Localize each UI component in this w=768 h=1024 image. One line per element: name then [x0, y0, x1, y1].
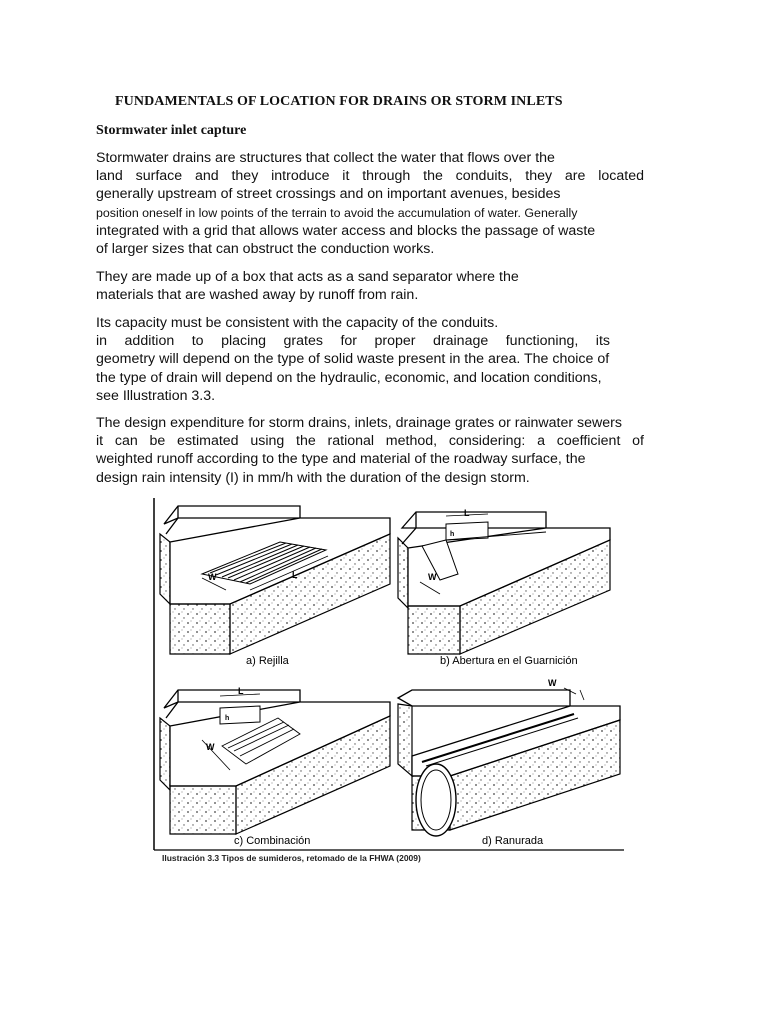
paragraph-line: The design expenditure for storm drains, inlets, drainage grates or rainwater sewers — [96, 415, 622, 431]
paragraph-line: materials that are washed away by runoff from rain. — [96, 287, 419, 304]
dim-label: h — [450, 531, 455, 538]
paragraph-line: Its capacity must be consistent with the capacity of the conduits. — [96, 315, 499, 331]
paragraph-line: of larger sizes that can obstruct the conduction works. — [96, 240, 435, 257]
dim-label: h — [225, 715, 230, 722]
panel-label: d) Ranurada — [482, 835, 544, 847]
paragraph-line: They are made up of a box that acts as a sand separator where the — [96, 269, 519, 285]
panel-grate — [160, 506, 390, 667]
paragraph-line: design rain intensity (I) in mm/h with the duration of the design storm. — [96, 469, 530, 486]
paragraph-line: it can be estimated using the rational method, considering: a coefficient of — [96, 433, 644, 450]
storm-inlet-illustration — [150, 494, 630, 874]
paragraph-line: geometry will depend on the type of solid waste present in the area. The choice of — [96, 351, 610, 368]
paragraph-line: land surface and they introduce it through the conduits, they are located — [96, 168, 644, 185]
paragraph-3 — [96, 314, 644, 405]
panel-label: c) Combinación — [234, 835, 311, 847]
panel-slotted — [398, 678, 620, 847]
dim-label: L — [292, 570, 298, 580]
paragraph-1 — [96, 149, 644, 258]
document-title: FUNDAMENTALS OF LOCATION FOR DRAINS OR STORM INLETS — [115, 94, 563, 109]
dim-label: W — [208, 572, 217, 582]
dim-label: W — [428, 572, 437, 582]
paragraph-line: weighted runoff according to the type and material of the roadway surface, the — [96, 451, 586, 468]
paragraph-line: integrated with a grid that allows water access and blocks the passage of waste — [96, 222, 596, 239]
paragraph-line: Stormwater drains are structures that collect the water that flows over the — [96, 150, 555, 166]
dim-label: W — [548, 678, 557, 688]
panel-label: a) Rejilla — [246, 655, 289, 667]
paragraph-line: the type of drain will depend on the hydraulic, economic, and location conditions, — [96, 369, 602, 386]
paragraph-2 — [96, 268, 644, 304]
dim-label: W — [206, 742, 215, 752]
paragraph-line: position oneself in low points of the terrain to avoid the accumulation of water. Generally — [96, 205, 578, 220]
section-subtitle: Stormwater inlet capture — [96, 123, 247, 138]
paragraph-line: generally upstream of street crossings and on important avenues, besides — [96, 186, 561, 203]
paragraph-line: in addition to placing grates for proper drainage functioning, its — [96, 333, 610, 350]
dim-label: L — [238, 686, 244, 696]
figure-caption: Ilustración 3.3 Tipos de sumideros, retomado de la FHWA (2009) — [162, 853, 421, 863]
panel-curb-opening — [398, 508, 610, 667]
dim-label: L — [464, 508, 470, 518]
paragraph-4 — [96, 414, 644, 487]
paragraph-line: see Illustration 3.3. — [96, 387, 216, 404]
panel-combination — [160, 686, 390, 847]
panel-label: b) Abertura en el Guarnición — [440, 655, 578, 667]
